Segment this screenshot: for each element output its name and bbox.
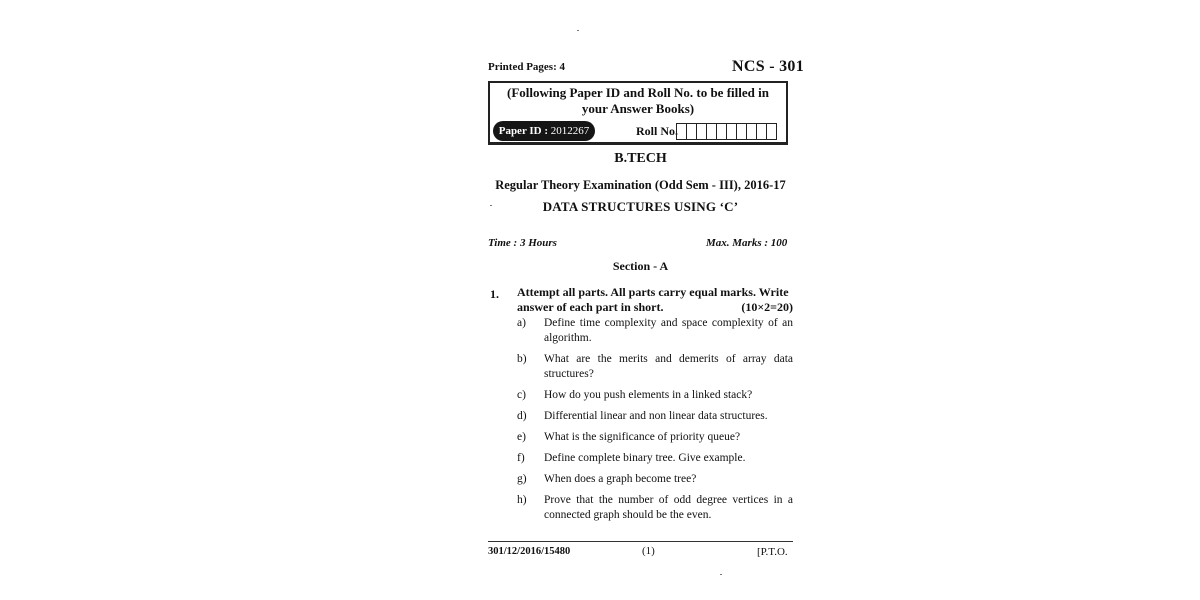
paper-code: NCS - 301: [732, 58, 805, 75]
part-label: h): [517, 494, 527, 506]
answer-book-note: (Following Paper ID and Roll No. to be filled in your Answer Books): [507, 85, 769, 116]
paper-id-badge: [493, 121, 595, 141]
part-label: a): [517, 317, 526, 329]
scan-speck: [720, 574, 722, 575]
instruction-line-2-text: answer of each part in short.: [517, 300, 664, 314]
paper-id-label: Paper ID :: [498, 125, 549, 137]
part-label: c): [517, 389, 526, 401]
scan-speck: [490, 205, 492, 206]
section-heading: Section - A: [612, 259, 669, 273]
question-number: 1.: [490, 287, 499, 301]
roll-no-cells: [677, 123, 777, 140]
part-text: How do you push elements in a linked stack?: [544, 389, 753, 401]
page-number: (1): [642, 545, 655, 557]
question-part: [517, 430, 793, 445]
part-text: Define complete binary tree. Give example.: [544, 452, 746, 464]
max-marks: Max. Marks : 100: [706, 237, 788, 249]
paper-id-box: [488, 81, 788, 145]
part-label: e): [517, 431, 526, 443]
question-part: [517, 409, 793, 424]
question-part: [517, 388, 793, 403]
printed-pages: Printed Pages: 4: [488, 61, 565, 73]
question-parts-list: [517, 316, 793, 529]
part-text: When does a graph become tree?: [544, 473, 697, 485]
paper-id-value: 2012267: [550, 125, 590, 137]
question-marks: (10×2=20): [741, 300, 793, 314]
pto-label: [P.T.O.: [757, 546, 788, 558]
scan-speck: [577, 30, 579, 31]
roll-no-cell: [766, 123, 777, 140]
question-part: [517, 493, 793, 523]
part-text: What is the significance of priority queue?: [544, 431, 741, 443]
part-text: Define time complexity and space complexity of an algorithm.: [544, 317, 793, 344]
question-part: [517, 472, 793, 487]
question-part: [517, 316, 793, 346]
part-label: f): [517, 452, 525, 464]
question-part: [517, 451, 793, 466]
question-part: [517, 352, 793, 382]
instruction-line-1: Attempt all parts. All parts carry equal marks. Write: [517, 285, 789, 299]
subject-title: DATA STRUCTURES USING ‘C’: [542, 199, 739, 214]
footer-divider: [488, 541, 793, 542]
footer-code: 301/12/2016/15480: [488, 546, 571, 557]
part-label: g): [517, 473, 527, 485]
part-label: d): [517, 410, 527, 422]
part-text: Prove that the number of odd degree vertices in a connected graph should be the even.: [544, 494, 793, 521]
roll-no-label: Roll No.: [636, 124, 678, 138]
exam-title: Regular Theory Examination (Odd Sem - III), 2016-17: [495, 178, 786, 192]
part-label: b): [517, 353, 527, 365]
question-instruction: [517, 285, 793, 315]
instruction-line-2: [517, 300, 793, 315]
part-text: What are the merits and demerits of array data structures?: [544, 353, 793, 380]
exam-time: Time : 3 Hours: [488, 237, 557, 249]
part-text: Differential linear and non linear data structures.: [544, 410, 768, 422]
program-title: B.TECH: [614, 151, 667, 166]
